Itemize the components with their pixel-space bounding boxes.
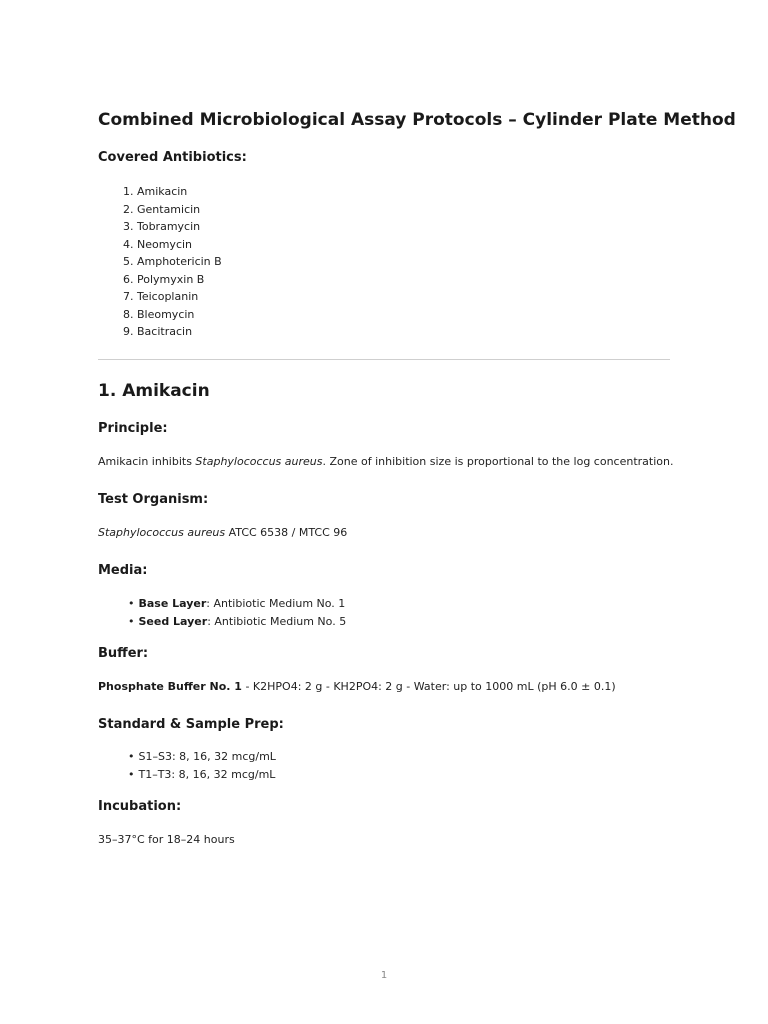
media-label: Base Layer [138, 597, 207, 610]
principle-text [98, 454, 674, 470]
prep-item: T1–T3: 8, 16, 32 mcg/mL [138, 767, 276, 781]
page-number: 1 [380, 970, 388, 981]
list-item [128, 613, 346, 631]
list-item: 9. Bacitracin [123, 325, 193, 338]
media-value: : Antibiotic Medium No. 5 [207, 614, 347, 628]
buffer-heading: Buffer: [98, 646, 149, 661]
bullet: • [128, 597, 135, 610]
test-organism-text [98, 525, 347, 541]
media-heading: Media: [98, 563, 148, 578]
test-organism-name: Staphylococcus aureus [98, 526, 226, 539]
list-item: 4. Neomycin [123, 237, 193, 251]
list-item [128, 595, 346, 613]
list-item [128, 766, 276, 784]
horizontal-divider [98, 359, 670, 360]
list-item: 1. Amikacin [123, 185, 188, 198]
media-label: Seed Layer [138, 614, 208, 628]
test-organism-strain: ATCC 6538 / MTCC 96 [225, 526, 348, 539]
media-value: : Antibiotic Medium No. 1 [206, 597, 346, 610]
prep-list [128, 748, 276, 783]
principle-heading: Principle: [98, 421, 168, 436]
buffer-label: Phosphate Buffer No. 1 [98, 680, 242, 693]
prep-heading: Standard & Sample Prep: [98, 717, 284, 732]
bullet: • [128, 750, 135, 763]
list-item: 8. Bleomycin [123, 307, 195, 321]
list-item: 6. Polymyxin B [123, 272, 205, 286]
principle-organism: Staphylococcus aureus [195, 455, 323, 468]
media-list [128, 595, 346, 630]
principle-text-after: . Zone of inhibition size is proportional to the log concentration. [322, 455, 674, 468]
document-title: Combined Microbiological Assay Protocols – Cylinder Plate Method [98, 110, 736, 130]
list-item: 3. Tobramycin [123, 220, 201, 233]
list-item: 7. Teicoplanin [123, 290, 199, 303]
list-item [128, 748, 276, 766]
incubation-heading: Incubation: [98, 799, 182, 814]
covered-antibiotics-heading: Covered Antibiotics: [98, 150, 247, 165]
prep-item: S1–S3: 8, 16, 32 mcg/mL [138, 750, 276, 763]
antibiotic-list [123, 183, 222, 341]
incubation-text: 35–37°C for 18–24 hours [98, 833, 235, 846]
list-item: 2. Gentamicin [123, 202, 201, 216]
buffer-text [98, 679, 616, 695]
principle-text-before: Amikacin inhibits [98, 455, 196, 468]
section-title: 1. Amikacin [98, 381, 210, 401]
bullet: • [128, 614, 135, 628]
bullet: • [128, 767, 135, 781]
list-item: 5. Amphotericin B [123, 255, 222, 268]
buffer-composition: - K2HPO4: 2 g - KH2PO4: 2 g - Water: up to 1000 mL (pH 6.0 ± 0.1) [241, 680, 616, 693]
test-organism-heading: Test Organism: [98, 492, 209, 507]
